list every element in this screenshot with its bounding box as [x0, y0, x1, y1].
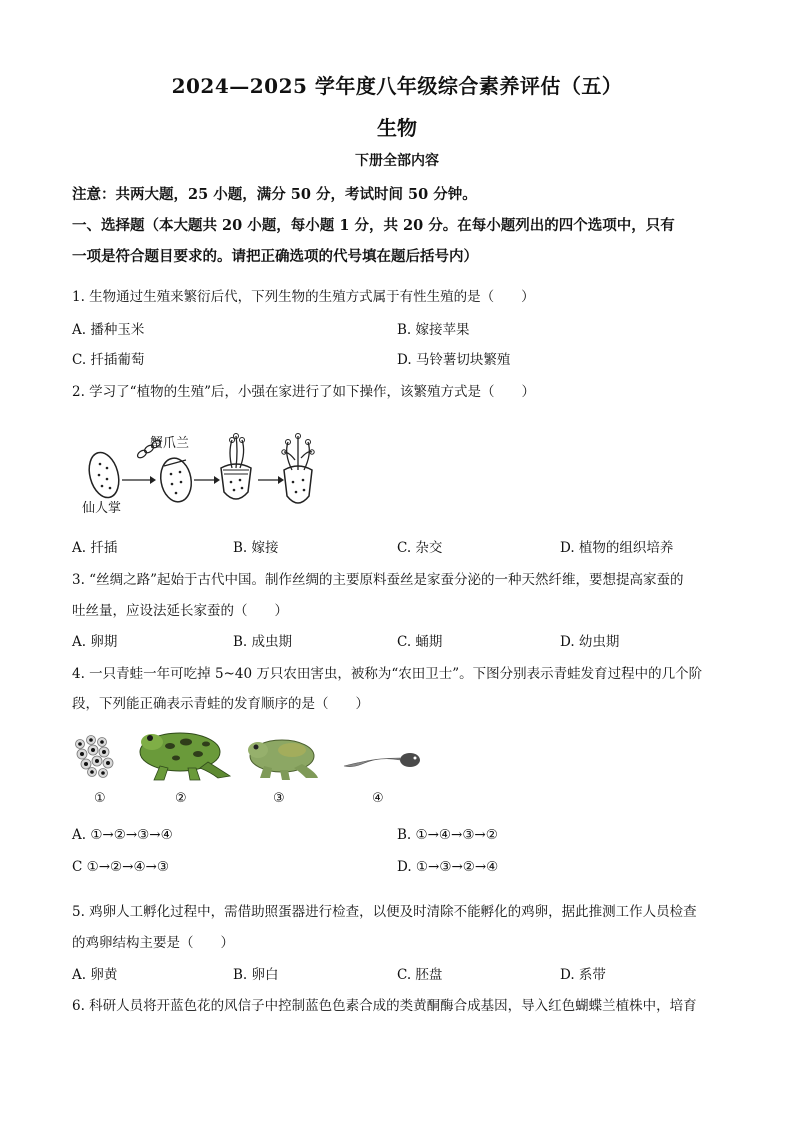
q6-stem-line1: 6. 科研人员将开蓝色花的风信子中控制蓝色色素合成的类黄酮酶合成基因，导入红色蝴蝶兰植株中，培育 [72, 998, 697, 1014]
q4-figure-label-2: ② [175, 791, 187, 806]
q3-option-d: D. 幼虫期 [560, 634, 620, 650]
cut-cactus-icon [157, 456, 194, 505]
q3-stem-line2: 吐丝量，应设法延长家蚕的（ ） [72, 603, 288, 619]
q2-option-d: D. 植物的组织培养 [560, 540, 674, 556]
q4-option-c: C ①→②→④→③ [72, 859, 169, 875]
scion-segments-icon [136, 439, 162, 460]
q4-figure-label-1: ① [94, 791, 106, 806]
q1-option-b: B. 嫁接苹果 [397, 322, 470, 338]
exam-scope: 下册全部内容 [355, 153, 439, 169]
q4-option-d: D. ①→③→②→④ [397, 859, 499, 875]
q2-stem: 2. 学习了“植物的生殖”后，小强在家进行了如下操作，该繁殖方式是（ ） [72, 384, 535, 400]
grown-cactus-icon [282, 434, 314, 504]
q4-option-b: B. ①→④→③→② [397, 827, 498, 843]
q1-option-c: C. 扦插葡萄 [72, 352, 145, 368]
q5-option-a: A. 卵黄 [72, 967, 118, 983]
cactus-pad-icon [85, 449, 124, 501]
q2-option-b: B. 嫁接 [233, 540, 279, 556]
q2-option-a: A. 扦插 [72, 540, 118, 556]
grafting-diagram [76, 430, 336, 510]
q2-option-c: C. 杂交 [397, 540, 443, 556]
exam-title: 2024—2025 学年度八年级综合素养评估（五） [171, 74, 623, 98]
q5-stem-line2: 的鸡卵结构主要是（ ） [72, 935, 234, 951]
q4-option-a: A. ①→②→③→④ [72, 827, 173, 843]
section-heading-line2: 一项是符合题目要求的。请把正确选项的代号填在题后括号内） [72, 248, 478, 265]
q3-stem-line1: 3. “丝绸之路”起始于古代中国。制作丝绸的主要原料蚕丝是家蚕分泌的一种天然纤维，要想提高家蚕的 [72, 572, 684, 588]
q1-stem: 1. 生物通过生殖来繁衍后代，下列生物的生殖方式属于有性生殖的是（ ） [72, 289, 535, 305]
adult-frog-icon [140, 733, 230, 780]
q4-stem-line1: 4. 一只青蛙一年可吃掉 5~40 万只农田害虫，被称为“农田卫士”。下图分别表示青蛙发育过程中的几个阶 [72, 666, 703, 682]
frog-stages-figure [72, 726, 432, 788]
q1-option-d: D. 马铃薯切块繁殖 [397, 352, 511, 368]
q5-option-c: C. 胚盘 [397, 967, 443, 983]
q2-label-bottom: 仙人掌 [82, 501, 122, 516]
q4-figure-label-4: ④ [372, 791, 384, 806]
grafted-cactus-icon [221, 434, 251, 500]
frog-eggs-icon [76, 736, 114, 778]
q2-label-top: 蟹爪兰 [150, 436, 190, 451]
notice: 注意：共两大题，25 小题，满分 50 分，考试时间 50 分钟。 [72, 186, 477, 203]
q5-option-d: D. 系带 [560, 967, 606, 983]
subject-title: 生物 [377, 116, 417, 140]
q4-figure-label-3: ③ [273, 791, 285, 806]
q4-stem-line2: 段，下列能正确表示青蛙的发育顺序的是（ ） [72, 696, 369, 712]
section-heading-line1: 一、选择题（本大题共 20 小题，每小题 1 分，共 20 分。在每小题列出的四个选项中，只有 [72, 217, 675, 234]
young-frog-icon [248, 740, 318, 780]
q3-option-a: A. 卵期 [72, 634, 118, 650]
q5-stem-line1: 5. 鸡卵人工孵化过程中，需借助照蛋器进行检查，以便及时清除不能孵化的鸡卵，据此推测工作人员检查 [72, 904, 697, 920]
tadpole-icon [344, 753, 420, 767]
q3-option-c: C. 蛹期 [397, 634, 443, 650]
q5-option-b: B. 卵白 [233, 967, 279, 983]
q1-option-a: A. 播种玉米 [72, 322, 145, 338]
q3-option-b: B. 成虫期 [233, 634, 293, 650]
